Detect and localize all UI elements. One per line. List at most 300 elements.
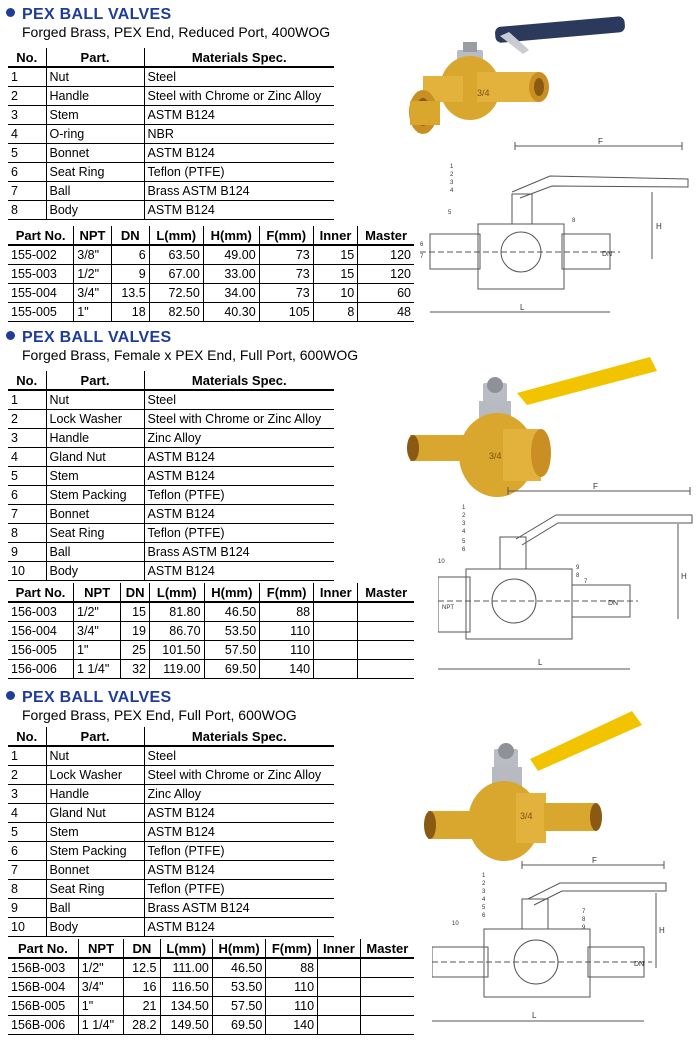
- column-header: F(mm): [260, 583, 314, 602]
- table-cell: Body: [46, 918, 144, 937]
- table-cell: Handle: [46, 785, 144, 804]
- table-header-row: [8, 48, 334, 67]
- section-subtitle: Forged Brass, PEX End, Full Port, 600WOG: [22, 707, 297, 723]
- table-cell: [318, 978, 361, 997]
- table-cell: 155-002: [8, 245, 74, 265]
- table-cell: 3/4": [78, 978, 123, 997]
- section-subtitle: Forged Brass, PEX End, Reduced Port, 400WOG: [22, 24, 331, 40]
- table-cell: 7: [8, 182, 46, 201]
- table-cell: Seat Ring: [46, 163, 144, 182]
- column-header: H(mm): [203, 226, 259, 245]
- table-cell: 119.00: [150, 660, 205, 679]
- column-header: DN: [121, 583, 150, 602]
- svg-text:3/4: 3/4: [489, 451, 502, 461]
- table-cell: NBR: [144, 125, 334, 144]
- table-cell: 3/8": [74, 245, 112, 265]
- table-cell: Steel: [144, 67, 334, 87]
- table-row: [8, 87, 334, 106]
- table-row: [8, 182, 334, 201]
- table-cell: Stem: [46, 823, 144, 842]
- table-row: [8, 303, 414, 322]
- table-cell: 116.50: [160, 978, 212, 997]
- svg-text:10: 10: [438, 559, 445, 565]
- table-cell: [360, 1016, 414, 1035]
- table-row: [8, 201, 334, 220]
- table-row: [8, 842, 334, 861]
- table-cell: Seat Ring: [46, 880, 144, 899]
- table-row: [8, 245, 414, 265]
- table-cell: 10: [8, 562, 46, 581]
- column-header: NPT: [78, 939, 123, 958]
- table-cell: 105: [259, 303, 313, 322]
- column-header: Part No.: [8, 939, 78, 958]
- table-cell: 120: [358, 245, 414, 265]
- table-cell: 60: [358, 284, 414, 303]
- table-cell: 32: [121, 660, 150, 679]
- svg-text:6: 6: [462, 547, 466, 553]
- table-cell: 2: [8, 410, 46, 429]
- svg-text:4: 4: [482, 897, 486, 903]
- table-cell: ASTM B124: [144, 144, 334, 163]
- table-row: [8, 958, 414, 978]
- table-cell: 4: [8, 804, 46, 823]
- dim-label-l: L: [520, 303, 525, 312]
- column-header: Materials Spec.: [144, 48, 334, 67]
- dim-label-f: F: [598, 137, 603, 146]
- table-cell: 3: [8, 785, 46, 804]
- table-cell: 3/4": [74, 622, 121, 641]
- table-row: [8, 804, 334, 823]
- svg-text:8: 8: [576, 573, 580, 579]
- table-cell: Handle: [46, 429, 144, 448]
- table-cell: 15: [313, 245, 358, 265]
- table-cell: 1/2": [74, 265, 112, 284]
- bullet-icon: [6, 8, 15, 17]
- table-cell: 2: [8, 87, 46, 106]
- column-header: DN: [111, 226, 149, 245]
- table-cell: 111.00: [160, 958, 212, 978]
- bullet-icon: [6, 331, 15, 340]
- dim-label-h: H: [656, 222, 662, 231]
- svg-text:4: 4: [450, 188, 454, 194]
- table-cell: 86.70: [150, 622, 205, 641]
- table-row: [8, 467, 334, 486]
- valve-technical-drawing: [420, 134, 695, 324]
- table-cell: Zinc Alloy: [144, 785, 334, 804]
- table-cell: 21: [124, 997, 160, 1016]
- dim-label-l: L: [532, 1011, 537, 1020]
- svg-text:6: 6: [420, 242, 424, 248]
- column-header: No.: [8, 48, 46, 67]
- table-cell: 1 1/4": [78, 1016, 123, 1035]
- section-title: PEX BALL VALVES: [6, 6, 171, 24]
- table-cell: 110: [260, 641, 314, 660]
- table-row: [8, 562, 334, 581]
- table-cell: 73: [259, 265, 313, 284]
- table-cell: [360, 958, 414, 978]
- table-cell: 3: [8, 429, 46, 448]
- table-cell: 13.5: [111, 284, 149, 303]
- table-cell: Body: [46, 562, 144, 581]
- table-cell: Teflon (PTFE): [144, 486, 334, 505]
- table-cell: 156-005: [8, 641, 74, 660]
- table-cell: Nut: [46, 67, 144, 87]
- table-cell: 1/2": [78, 958, 123, 978]
- valve-photo: [405, 6, 630, 136]
- table-cell: [358, 641, 414, 660]
- table-header-row: [8, 583, 414, 602]
- section-title: PEX BALL VALVES: [6, 329, 171, 347]
- table-row: [8, 125, 334, 144]
- column-header: L(mm): [160, 939, 212, 958]
- table-cell: Nut: [46, 746, 144, 766]
- table-row: [8, 746, 334, 766]
- table-cell: 8: [8, 201, 46, 220]
- table-cell: 5: [8, 823, 46, 842]
- dim-label-dn: DN: [634, 961, 645, 968]
- column-header: H(mm): [212, 939, 265, 958]
- table-row: [8, 641, 414, 660]
- section-1: [0, 6, 700, 321]
- table-row: [8, 978, 414, 997]
- handle-grip: [517, 357, 657, 405]
- table-cell: 81.80: [150, 602, 205, 622]
- table-row: [8, 997, 414, 1016]
- table-cell: 101.50: [150, 641, 205, 660]
- column-header: Materials Spec.: [144, 371, 334, 390]
- column-header: F(mm): [259, 226, 313, 245]
- svg-text:3: 3: [462, 521, 466, 527]
- table-row: [8, 67, 334, 87]
- table-cell: 155-003: [8, 265, 74, 284]
- table-cell: Gland Nut: [46, 804, 144, 823]
- table-cell: Handle: [46, 87, 144, 106]
- table-cell: 25: [121, 641, 150, 660]
- table-cell: 3/4": [74, 284, 112, 303]
- table-cell: [318, 958, 361, 978]
- table-row: [8, 622, 414, 641]
- svg-text:9: 9: [576, 565, 580, 571]
- table-cell: 156-003: [8, 602, 74, 622]
- table-cell: Ball: [46, 543, 144, 562]
- table-row: [8, 602, 414, 622]
- table-row: [8, 429, 334, 448]
- table-cell: 10: [313, 284, 358, 303]
- table-cell: ASTM B124: [144, 861, 334, 880]
- table-row: [8, 505, 334, 524]
- column-header: Master: [360, 939, 414, 958]
- column-header: Part.: [46, 727, 144, 746]
- table-row: [8, 486, 334, 505]
- table-cell: [314, 641, 358, 660]
- table-cell: 8: [8, 880, 46, 899]
- table-cell: 2: [8, 766, 46, 785]
- table-cell: Stem Packing: [46, 486, 144, 505]
- column-header: Inner: [314, 583, 358, 602]
- table-cell: 8: [8, 524, 46, 543]
- table-cell: 46.50: [204, 602, 260, 622]
- table-cell: ASTM B124: [144, 505, 334, 524]
- column-header: Materials Spec.: [144, 727, 334, 746]
- table-cell: 1: [8, 67, 46, 87]
- svg-text:8: 8: [582, 917, 586, 923]
- column-header: Part.: [46, 48, 144, 67]
- svg-text:1: 1: [462, 505, 466, 511]
- section-2: [0, 329, 700, 684]
- table-cell: 69.50: [204, 660, 260, 679]
- table-cell: 53.50: [204, 622, 260, 641]
- table-cell: Teflon (PTFE): [144, 524, 334, 543]
- table-cell: 57.50: [204, 641, 260, 660]
- table-cell: Nut: [46, 390, 144, 410]
- column-header: Master: [358, 226, 414, 245]
- section-3: [0, 689, 700, 1039]
- svg-text:8: 8: [572, 218, 576, 224]
- svg-text:6: 6: [482, 913, 486, 919]
- svg-text:5: 5: [448, 210, 452, 216]
- table-cell: 4: [8, 448, 46, 467]
- table-cell: Steel: [144, 746, 334, 766]
- table-cell: 9: [8, 543, 46, 562]
- table-cell: Bonnet: [46, 861, 144, 880]
- table-cell: 149.50: [160, 1016, 212, 1035]
- table-cell: 110: [260, 622, 314, 641]
- table-cell: Brass ASTM B124: [144, 899, 334, 918]
- table-row: [8, 163, 334, 182]
- table-cell: Lock Washer: [46, 410, 144, 429]
- table-cell: ASTM B124: [144, 448, 334, 467]
- table-header-row: [8, 371, 334, 390]
- table-cell: 155-005: [8, 303, 74, 322]
- table-cell: 6: [8, 842, 46, 861]
- column-header: Master: [358, 583, 414, 602]
- table-cell: ASTM B124: [144, 823, 334, 842]
- table-row: [8, 144, 334, 163]
- table-cell: 1/2": [74, 602, 121, 622]
- column-header: L(mm): [150, 583, 205, 602]
- table-cell: 46.50: [212, 958, 265, 978]
- parts-table: [8, 226, 414, 322]
- column-header: Inner: [318, 939, 361, 958]
- table-row: [8, 766, 334, 785]
- table-cell: ASTM B124: [144, 106, 334, 125]
- column-header: Part No.: [8, 226, 74, 245]
- table-cell: Seat Ring: [46, 524, 144, 543]
- table-cell: Gland Nut: [46, 448, 144, 467]
- table-header-row: [8, 226, 414, 245]
- table-cell: 69.50: [212, 1016, 265, 1035]
- table-cell: Lock Washer: [46, 766, 144, 785]
- svg-text:3/4: 3/4: [477, 88, 490, 98]
- table-cell: Teflon (PTFE): [144, 842, 334, 861]
- table-cell: Stem: [46, 467, 144, 486]
- svg-text:5: 5: [482, 905, 486, 911]
- table-cell: 1 1/4": [74, 660, 121, 679]
- table-cell: 4: [8, 125, 46, 144]
- table-cell: 5: [8, 144, 46, 163]
- table-cell: [318, 997, 361, 1016]
- table-cell: 9: [111, 265, 149, 284]
- table-cell: [314, 660, 358, 679]
- parts-table: [8, 939, 414, 1035]
- column-header: Inner: [313, 226, 358, 245]
- table-cell: Body: [46, 201, 144, 220]
- table-cell: [360, 978, 414, 997]
- table-row: [8, 410, 334, 429]
- table-cell: Steel with Chrome or Zinc Alloy: [144, 410, 334, 429]
- dim-label-f: F: [592, 856, 597, 865]
- table-cell: ASTM B124: [144, 467, 334, 486]
- column-header: No.: [8, 371, 46, 390]
- svg-text:7: 7: [584, 579, 588, 585]
- dim-label-h: H: [659, 926, 665, 935]
- table-cell: Brass ASTM B124: [144, 182, 334, 201]
- table-cell: Steel with Chrome or Zinc Alloy: [144, 766, 334, 785]
- handle-grip: [530, 711, 642, 771]
- table-cell: 7: [8, 861, 46, 880]
- materials-table: [8, 371, 334, 581]
- parts-table: [8, 583, 414, 679]
- table-cell: ASTM B124: [144, 804, 334, 823]
- valve-technical-drawing: [432, 853, 687, 1028]
- svg-text:7: 7: [420, 254, 424, 260]
- table-header-row: [8, 727, 334, 746]
- table-cell: 33.00: [203, 265, 259, 284]
- table-cell: 1: [8, 390, 46, 410]
- table-cell: [314, 622, 358, 641]
- table-header-row: [8, 939, 414, 958]
- dim-label-f: F: [593, 482, 598, 491]
- table-row: [8, 899, 334, 918]
- column-header: DN: [124, 939, 160, 958]
- table-cell: 110: [266, 997, 318, 1016]
- table-cell: 49.00: [203, 245, 259, 265]
- table-cell: [358, 660, 414, 679]
- column-header: NPT: [74, 583, 121, 602]
- table-cell: ASTM B124: [144, 918, 334, 937]
- table-cell: 156-004: [8, 622, 74, 641]
- dim-label-dn: DN: [602, 251, 613, 258]
- table-row: [8, 524, 334, 543]
- table-cell: Brass ASTM B124: [144, 543, 334, 562]
- svg-text:3: 3: [450, 180, 454, 186]
- table-cell: 82.50: [149, 303, 203, 322]
- table-cell: [358, 622, 414, 641]
- table-cell: 40.30: [203, 303, 259, 322]
- table-cell: 156-006: [8, 660, 74, 679]
- table-cell: Ball: [46, 899, 144, 918]
- table-cell: 28.2: [124, 1016, 160, 1035]
- table-cell: 88: [260, 602, 314, 622]
- table-cell: 48: [358, 303, 414, 322]
- table-cell: 1": [78, 997, 123, 1016]
- table-cell: ASTM B124: [144, 201, 334, 220]
- column-header: NPT: [74, 226, 112, 245]
- table-cell: Steel with Chrome or Zinc Alloy: [144, 87, 334, 106]
- table-cell: 10: [8, 918, 46, 937]
- svg-text:2: 2: [450, 172, 454, 178]
- table-cell: [314, 602, 358, 622]
- table-cell: 73: [259, 245, 313, 265]
- valve-photo: [420, 703, 670, 868]
- svg-text:1: 1: [482, 873, 486, 879]
- column-header: Part No.: [8, 583, 74, 602]
- table-cell: 134.50: [160, 997, 212, 1016]
- table-cell: 53.50: [212, 978, 265, 997]
- table-cell: [360, 997, 414, 1016]
- valve-technical-drawing: [438, 479, 693, 679]
- table-cell: 15: [313, 265, 358, 284]
- table-cell: 9: [8, 899, 46, 918]
- table-row: [8, 448, 334, 467]
- table-row: [8, 918, 334, 937]
- table-cell: 155-004: [8, 284, 74, 303]
- table-cell: 156B-006: [8, 1016, 78, 1035]
- table-cell: 110: [266, 978, 318, 997]
- column-header: Part.: [46, 371, 144, 390]
- table-cell: 18: [111, 303, 149, 322]
- table-cell: O-ring: [46, 125, 144, 144]
- svg-text:10: 10: [452, 921, 459, 927]
- table-cell: Ball: [46, 182, 144, 201]
- table-cell: Teflon (PTFE): [144, 163, 334, 182]
- table-cell: Zinc Alloy: [144, 429, 334, 448]
- column-header: No.: [8, 727, 46, 746]
- table-row: [8, 265, 414, 284]
- svg-text:9: 9: [582, 925, 586, 931]
- section-subtitle: Forged Brass, Female x PEX End, Full Port, 600WOG: [22, 347, 359, 363]
- bullet-icon: [6, 691, 15, 700]
- table-cell: 140: [260, 660, 314, 679]
- table-cell: 8: [313, 303, 358, 322]
- section-title: PEX BALL VALVES: [6, 689, 171, 707]
- table-cell: [318, 1016, 361, 1035]
- valve-body-illustration: [409, 16, 625, 134]
- table-row: [8, 823, 334, 842]
- table-cell: 1: [8, 746, 46, 766]
- table-row: [8, 284, 414, 303]
- table-cell: 16: [124, 978, 160, 997]
- column-header: L(mm): [149, 226, 203, 245]
- table-cell: 63.50: [149, 245, 203, 265]
- table-cell: 5: [8, 467, 46, 486]
- table-cell: 156B-004: [8, 978, 78, 997]
- svg-text:2: 2: [462, 513, 466, 519]
- table-cell: 156B-005: [8, 997, 78, 1016]
- dim-label-dn: DN: [608, 600, 619, 607]
- dim-label-l: L: [538, 658, 543, 667]
- table-row: [8, 390, 334, 410]
- table-cell: 72.50: [149, 284, 203, 303]
- materials-table: [8, 48, 334, 220]
- table-cell: 140: [266, 1016, 318, 1035]
- dim-label-h: H: [681, 572, 687, 581]
- table-row: [8, 106, 334, 125]
- svg-text:2: 2: [482, 881, 486, 887]
- table-row: [8, 861, 334, 880]
- table-cell: 3: [8, 106, 46, 125]
- table-row: [8, 785, 334, 804]
- table-row: [8, 880, 334, 899]
- table-cell: Stem Packing: [46, 842, 144, 861]
- table-cell: Stem: [46, 106, 144, 125]
- svg-text:7: 7: [582, 909, 586, 915]
- table-cell: 6: [8, 486, 46, 505]
- table-cell: 19: [121, 622, 150, 641]
- table-cell: Steel: [144, 390, 334, 410]
- table-cell: 120: [358, 265, 414, 284]
- table-cell: 7: [8, 505, 46, 524]
